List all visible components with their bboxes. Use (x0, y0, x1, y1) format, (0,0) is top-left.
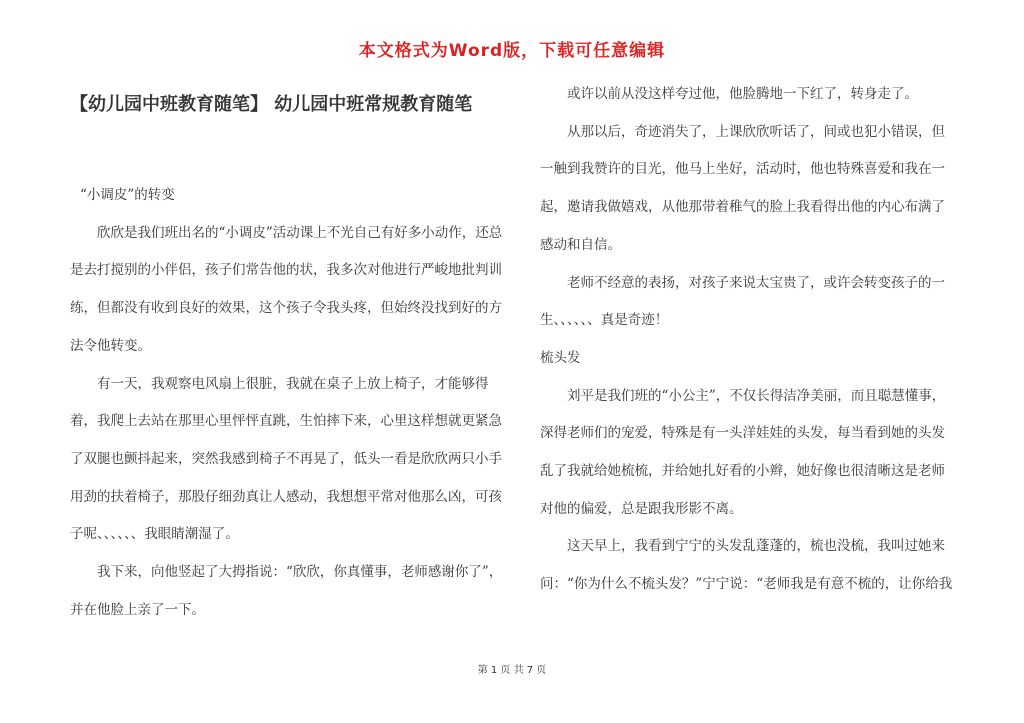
paragraph: 从那以后，奇迹消失了，上课欣欣听话了，间或也犯小错误，但一触到我赞许的目光，他马上坐好，活动时，他也特殊喜爱和我在一起，邀请我做嬉戏，从他那带着稚气的脸上我看得出他的内心布满了感动和自信。 (540, 123, 945, 253)
paragraph: 这天早上，我看到宁宁的头发乱蓬蓬的，梳也没梳，我叫过她来问：“你为什么不梳头发？”宁宁说：“老师我是有意不梳的，让你给我 (540, 538, 953, 593)
page-title: 【幼儿园中班教育随笔】 幼儿园中班常规教育随笔 (70, 94, 473, 115)
paragraph: 老师不经意的表扬，对孩子来说太宝贵了，或许会转变孩子的一生、、、、、、真是奇迹！ (540, 274, 945, 329)
paragraph: 我下来，向他竖起了大拇指说：“欣欣，你真懂事，老师感谢你了”，并在他脸上亲了一下。 (70, 564, 503, 618)
left-text-column (70, 177, 510, 629)
paragraph: 刘平是我们班的“小公主”，不仅长得洁净美丽，而且聪慧懂事，深得老师们的宠爱，特殊是有一头洋娃娃的头发，每当看到她的头发乱了我就给她梳梳，并给她扎好看的小辫，她好像也很清晰这是老师对他的偏爱，总是跟我形影不离。 (540, 387, 946, 517)
right-text-column (540, 76, 955, 604)
paragraph: 或许以前从没这样夸过他，他脸腾地一下红了，转身走了。 (567, 86, 918, 102)
section-heading: “小调皮”的转变 (80, 187, 175, 203)
page-number-footer: 第 1 页 共 7 页 (477, 665, 547, 676)
word-format-banner: 本文格式为Word版，下载可任意编辑 (358, 41, 666, 61)
section-heading: 梳头发 (540, 349, 581, 366)
paragraph: 欣欣是我们班出名的“小调皮”活动课上不光自己有好多小动作，还总是去打搅别的小伴侣，孩子们常告他的状，我多次对他进行严峻地批判训练，但都没有收到良好的效果，这个孩子令我头疼，但始终没找到好的方法令他转变。 (70, 224, 503, 354)
paragraph: 有一天，我观察电风扇上很脏，我就在桌子上放上椅子，才能够得着，我爬上去站在那里心里怦怦直跳，生怕摔下来，心里这样想就更紧急了双腿也颤抖起来，突然我感到椅子不再晃了，低头一看是欣欣两只小手用劲的扶着椅子，那股仔细劲真让人感动，我想想平常对他那么凶，可孩子呢、、、、、、我眼睛潮湿了。 (70, 375, 502, 543)
